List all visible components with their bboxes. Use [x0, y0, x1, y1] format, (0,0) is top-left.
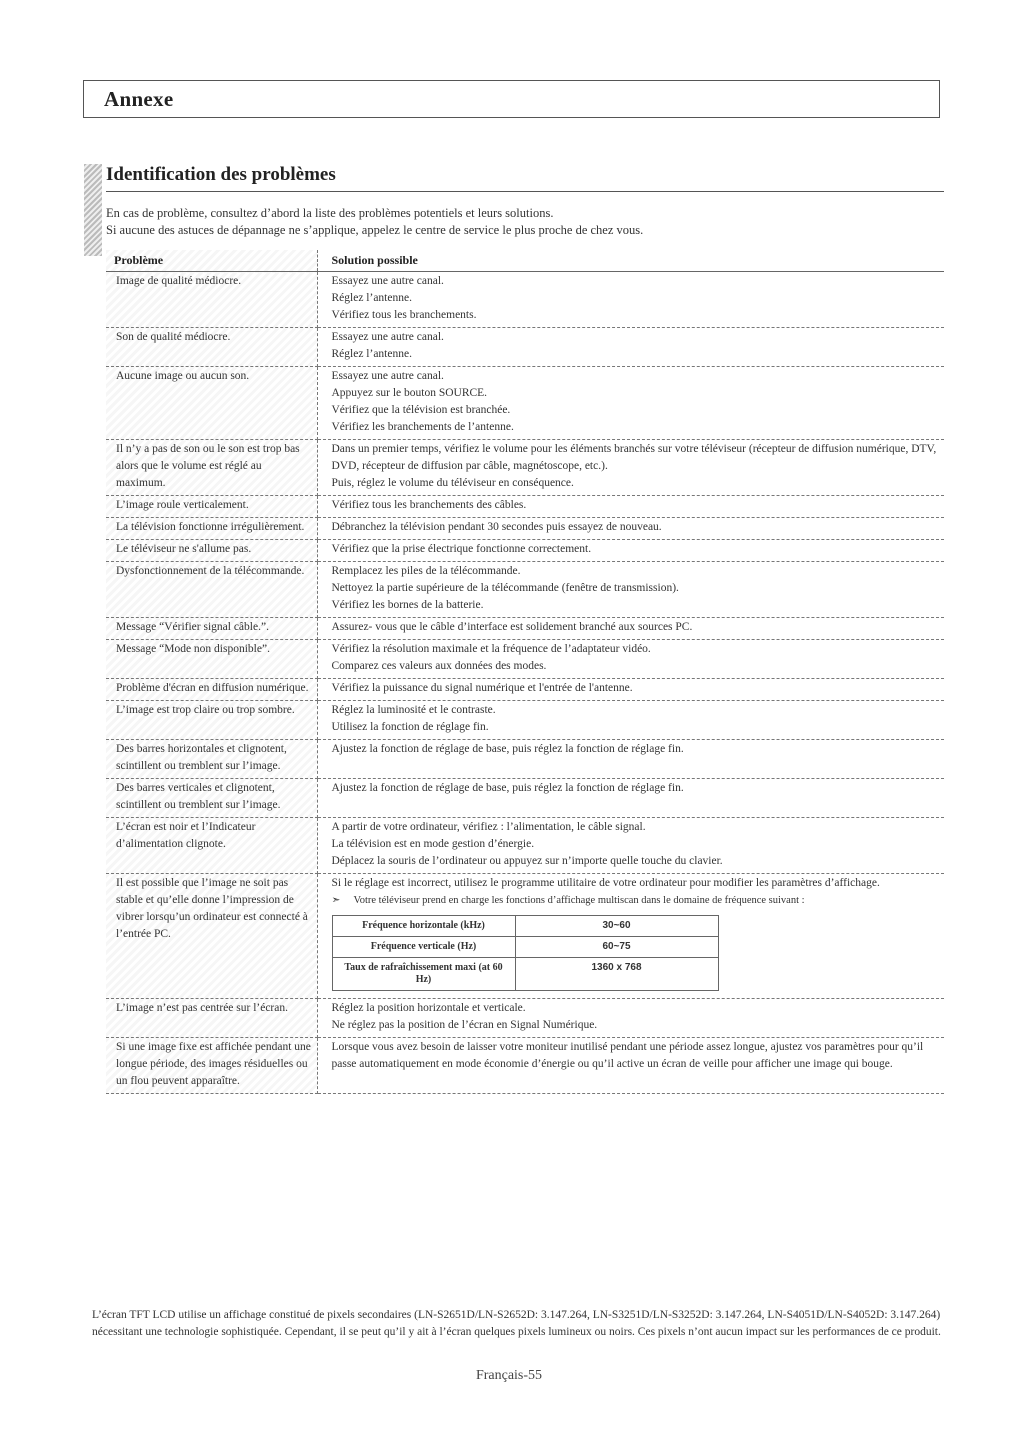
problem-cell: Son de qualité médiocre.	[106, 328, 317, 367]
problem-cell: Il n’y a pas de son ou le son est trop bas alors que le volume est réglé au maximum.	[106, 440, 317, 496]
table-row	[106, 701, 944, 740]
table-row	[106, 518, 944, 540]
troubleshooting-table	[106, 250, 944, 1094]
problem-cell: Message “Mode non disponible”.	[106, 640, 317, 679]
solution-line: Ne réglez pas la position de l’écran en Signal Numérique.	[331, 1019, 598, 1031]
problem-cell: Aucune image ou aucun son.	[106, 367, 317, 440]
solution-cell	[317, 540, 944, 562]
table-row	[106, 540, 944, 562]
column-header-solution: Solution possible	[317, 250, 944, 272]
table-row	[106, 779, 944, 818]
solution-line: Utilisez la fonction de réglage fin.	[331, 721, 489, 733]
solution-line: Vérifiez la puissance du signal numérique et l'entrée de l'antenne.	[331, 682, 633, 694]
frequency-table	[332, 915, 719, 991]
solution-line: Essayez une autre canal.	[331, 275, 444, 287]
solution-line: Essayez une autre canal.	[331, 331, 444, 343]
solution-cell	[317, 679, 944, 701]
table-row	[106, 367, 944, 440]
solution-cell	[317, 618, 944, 640]
solution-line: Vérifiez que la prise électrique fonctionne correctement.	[331, 543, 592, 555]
problem-cell: L’image est trop claire ou trop sombre.	[106, 701, 317, 740]
solution-line: Vérifiez tous les branchements des câbles.	[331, 499, 527, 511]
freq-label: Taux de rafraîchissement maxi (at 60 Hz)	[332, 958, 515, 991]
table-row	[106, 562, 944, 618]
problem-cell: Image de qualité médiocre.	[106, 272, 317, 328]
solution-line: Vérifiez la résolution maximale et la fréquence de l’adaptateur vidéo.	[331, 643, 651, 655]
solution-line: Lorsque vous avez besoin de laisser votre moniteur inutilisé pendant une période assez longue, ajustez vos paramètres pour qu’il passe automatiquement en mode économie d’énergie ou qu’il active un écran de veille pour afficher une image qui bouge.	[331, 1041, 924, 1070]
freq-label: Fréquence horizontale (kHz)	[332, 916, 515, 937]
note-text: Votre téléviseur prend en charge les fonctions d’affichage multiscan dans le domaine de fréquence suivant :	[353, 895, 805, 906]
solution-line: Essayez une autre canal.	[331, 370, 444, 382]
table-row	[106, 272, 944, 328]
freq-value: 1360 x 768	[515, 958, 718, 991]
solution-cell	[317, 1038, 944, 1094]
table-row	[106, 640, 944, 679]
solution-line: Puis, réglez le volume du téléviseur en conséquence.	[331, 477, 574, 489]
problem-cell: Si une image fixe est affichée pendant une longue période, des images résiduelles ou un flou peuvent apparaître.	[106, 1038, 317, 1094]
freq-row	[332, 916, 718, 937]
column-header-problem: Problème	[106, 250, 317, 272]
solution-cell	[317, 818, 944, 874]
header-title: Annexe	[104, 86, 174, 111]
solution-line: Ajustez la fonction de réglage de base, puis réglez la fonction de réglage fin.	[331, 782, 684, 794]
solution-line: Réglez la luminosité et le contraste.	[331, 704, 496, 716]
table-row	[106, 618, 944, 640]
table-row	[106, 440, 944, 496]
solution-line: Vérifiez tous les branchements.	[331, 309, 477, 321]
solution-cell	[317, 701, 944, 740]
problem-cell: Il est possible que l’image ne soit pas stable et qu’elle donne l’impression de vibrer lorsqu’un ordinateur est connecté à l’entrée PC.	[106, 874, 317, 999]
problem-cell: L’image n’est pas centrée sur l’écran.	[106, 999, 317, 1038]
solution-line: Remplacez les piles de la télécommande.	[331, 565, 521, 577]
freq-label: Fréquence verticale (Hz)	[332, 937, 515, 958]
intro-text	[106, 205, 946, 239]
solution-line: Déplacez la souris de l’ordinateur ou appuyez sur n’importe quelle touche du clavier.	[331, 855, 723, 867]
solution-line: Vérifiez les branchements de l’antenne.	[331, 421, 514, 433]
table-row	[106, 1038, 944, 1094]
table-row	[106, 874, 944, 999]
freq-value: 60~75	[515, 937, 718, 958]
freq-row	[332, 937, 718, 958]
solution-line: Réglez l’antenne.	[331, 292, 412, 304]
intro-line: En cas de problème, consultez d’abord la liste des problèmes potentiels et leurs solutions.	[106, 206, 554, 220]
problem-cell: Le téléviseur ne s'allume pas.	[106, 540, 317, 562]
footnote: L’écran TFT LCD utilise un affichage constitué de pixels secondaires (LN-S2651D/LN-S2652D: 3.147.264, LN-S3251D/LN-S3252D: 3.147.264, LN-S4051D/LN-S4052D: 3.147.264) nécessitant une technologie sophistiquée. Cependant, il se peut qu’il y ait à l’écran quelques pixels lumineux ou noirs. Ces pixels n’ont aucun impact sur les performances de ce produit.	[92, 1309, 941, 1338]
problem-cell: Dysfonctionnement de la télécommande.	[106, 562, 317, 618]
problem-cell: La télévision fonctionne irrégulièrement.	[106, 518, 317, 540]
problem-cell: Problème d'écran en diffusion numérique.	[106, 679, 317, 701]
solution-line: Vérifiez les bornes de la batterie.	[331, 599, 484, 611]
table-row	[106, 740, 944, 779]
table-row	[106, 818, 944, 874]
solution-cell	[317, 999, 944, 1038]
page-number: Français-55	[475, 1368, 543, 1383]
table-header-row	[106, 250, 944, 272]
solution-line: Ajustez la fonction de réglage de base, puis réglez la fonction de réglage fin.	[331, 743, 684, 755]
solution-line: Réglez la position horizontale et verticale.	[331, 1002, 526, 1014]
page-header	[83, 80, 940, 118]
solution-cell	[317, 328, 944, 367]
problem-cell: L’écran est noir et l’Indicateur d’alimentation clignote.	[106, 818, 317, 874]
section-marker	[84, 164, 102, 256]
solution-cell	[317, 272, 944, 328]
table-row	[106, 328, 944, 367]
table-row	[106, 679, 944, 701]
solution-line: Débranchez la télévision pendant 30 secondes puis essayez de nouveau.	[331, 521, 662, 533]
solution-line: Comparez ces valeurs aux données des modes.	[331, 660, 547, 672]
solution-line: Dans un premier temps, vérifiez le volume pour les éléments branchés sur votre téléviseur (récepteur de diffusion numérique, DTV, DVD, récepteur de diffusion par câble, magnétoscope, etc.).	[331, 443, 937, 472]
freq-row	[332, 958, 718, 991]
section-title: Identification des problèmes	[106, 164, 944, 192]
freq-value: 30~60	[515, 916, 718, 937]
solution-cell	[317, 562, 944, 618]
arrow-icon: ➣	[331, 895, 341, 906]
solution-line: Nettoyez la partie supérieure de la télécommande (fenêtre de transmission).	[331, 582, 679, 594]
problem-cell: L’image roule verticalement.	[106, 496, 317, 518]
problem-cell: Message “Vérifier signal câble.”.	[106, 618, 317, 640]
solution-cell	[317, 640, 944, 679]
problem-cell: Des barres horizontales et clignotent, scintillent ou tremblent sur l’image.	[106, 740, 317, 779]
solution-cell	[317, 740, 944, 779]
solution-cell	[317, 874, 944, 999]
solution-cell	[317, 779, 944, 818]
solution-line: Appuyez sur le bouton SOURCE.	[331, 387, 488, 399]
problem-cell: Des barres verticales et clignotent, scintillent ou tremblent sur l’image.	[106, 779, 317, 818]
table-row	[106, 496, 944, 518]
solution-cell	[317, 367, 944, 440]
solution-cell	[317, 496, 944, 518]
intro-line: Si aucune des astuces de dépannage ne s’applique, appelez le centre de service le plus proche de chez vous.	[106, 223, 644, 237]
solution-line: La télévision est en mode gestion d’énergie.	[331, 838, 535, 850]
solution-cell	[317, 440, 944, 496]
solution-line: Assurez- vous que le câble d’interface est solidement branché aux sources PC.	[331, 621, 693, 633]
solution-line: Vérifiez que la télévision est branchée.	[331, 404, 511, 416]
note-line	[332, 892, 941, 909]
solution-line: Réglez l’antenne.	[331, 348, 412, 360]
solution-cell	[317, 518, 944, 540]
solution-line: Si le réglage est incorrect, utilisez le programme utilitaire de votre ordinateur pour modifier les paramètres d’affichage.	[331, 877, 880, 889]
table-row	[106, 999, 944, 1038]
solution-line: A partir de votre ordinateur, vérifiez : l’alimentation, le câble signal.	[331, 821, 646, 833]
